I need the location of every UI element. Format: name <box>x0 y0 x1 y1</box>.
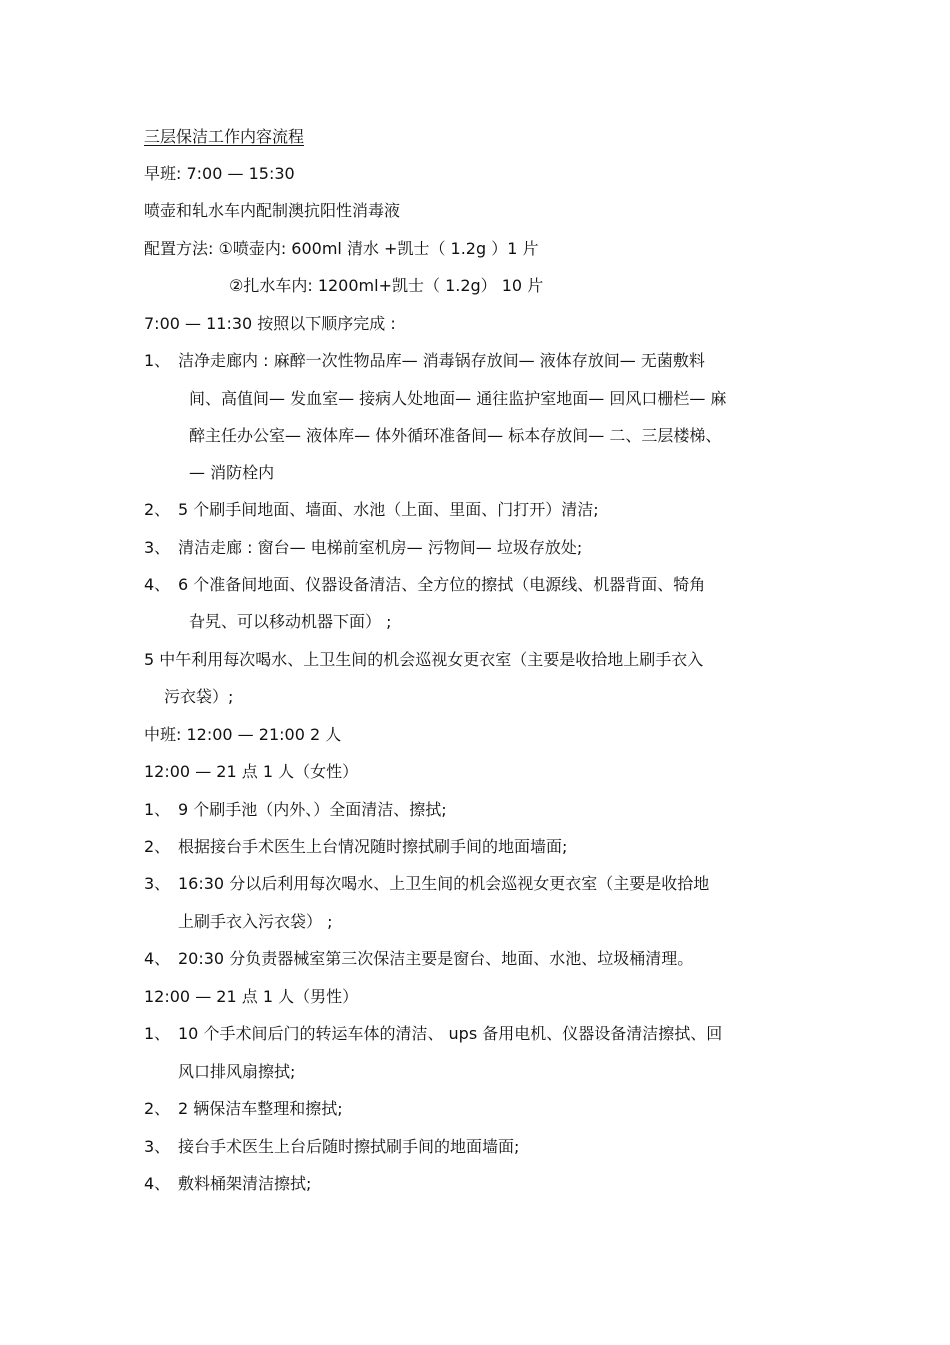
item-text: 洁净走廊内 : 麻醉一次性物品库— 消毒锅存放间— 液体存放间— 无菌敷料 <box>178 351 705 370</box>
item-number: 4、 <box>144 949 171 968</box>
list-item <box>144 1174 311 1194</box>
method-1: 配置方法: ①喷壶内: 600ml 清水 +凯士（ 1.2g ）1 片 <box>144 239 539 258</box>
female-header: 12:00 — 21 点 1 人（女性） <box>144 762 359 781</box>
item-number: 4、 <box>144 575 171 594</box>
item-number: 3、 <box>144 874 171 893</box>
mix-line: 喷壶和轧水车内配制澳抗阳性消毒液 <box>144 201 401 220</box>
item-continuation: 旮旯、可以移动机器下面） ; <box>189 612 392 631</box>
item-number: 2、 <box>144 500 171 519</box>
item-continuation: 风口排风扇擦拭; <box>178 1062 296 1081</box>
mid-shift: 中班: 12:00 — 21:00 2 人 <box>144 725 342 744</box>
list-item <box>144 538 582 558</box>
item-text: 20:30 分负责器械室第三次保洁主要是窗台、地面、水池、垃圾桶清理。 <box>178 949 694 968</box>
list-item <box>144 800 447 820</box>
item-continuation: 上刷手衣入污衣袋） ; <box>178 912 333 931</box>
item-text: 根据接台手术医生上台情况随时擦拭刷手间的地面墙面; <box>178 837 568 856</box>
item-number: 2、 <box>144 837 171 856</box>
item-number: 1、 <box>144 1024 171 1043</box>
item-text: 9 个刷手池（内外、）全面清洁、擦拭; <box>178 800 447 819</box>
list-item <box>144 1137 519 1157</box>
list-item <box>144 500 599 520</box>
item-text: 5 个刷手间地面、墙面、水池（上面、里面、门打开）清洁; <box>178 500 599 519</box>
list-item <box>144 351 705 371</box>
list-item <box>144 837 567 857</box>
item-continuation: 醉主任办公室— 液体库— 体外循环准备间— 标本存放间— 二、三层楼梯、 <box>189 426 722 445</box>
item-text: 2 辆保洁车整理和擦拭; <box>178 1099 343 1118</box>
list-item <box>144 874 709 894</box>
item-text: 6 个准备间地面、仪器设备清洁、全方位的擦拭（电源线、机器背面、犄角 <box>178 575 706 594</box>
male-header: 12:00 — 21 点 1 人（男性） <box>144 987 359 1006</box>
item-text: 接台手术医生上台后随时擦拭刷手间的地面墙面; <box>178 1137 520 1156</box>
item-number: 1、 <box>144 351 171 370</box>
list-item <box>144 1024 722 1044</box>
item-5: 5 中午利用每次喝水、上卫生间的机会巡视女更衣室（主要是收拾地上刷手衣入 <box>144 650 704 669</box>
list-item <box>144 949 693 969</box>
list-item <box>144 575 705 595</box>
doc-title: 三层保洁工作内容流程 <box>144 127 305 146</box>
item-number: 2、 <box>144 1099 171 1118</box>
item-5-continuation: 污衣袋）; <box>164 687 234 706</box>
item-continuation: — 消防栓内 <box>189 463 275 482</box>
item-text: 16:30 分以后利用每次喝水、上卫生间的机会巡视女更衣室（主要是收拾地 <box>178 874 710 893</box>
item-continuation: 间、高值间— 发血室— 接病人处地面— 通往监护室地面— 回风口栅栏— 麻 <box>189 389 727 408</box>
morning-range: 7:00 — 11:30 按照以下顺序完成 : <box>144 314 396 333</box>
early-shift: 早班: 7:00 — 15:30 <box>144 164 295 183</box>
list-item <box>144 1099 343 1119</box>
item-text: 敷料桶架清洁擦拭; <box>178 1174 312 1193</box>
item-text: 10 个手术间后门的转运车体的清洁、 ups 备用电机、仪器设备清洁擦拭、回 <box>178 1024 723 1043</box>
item-number: 1、 <box>144 800 171 819</box>
item-number: 4、 <box>144 1174 171 1193</box>
item-text: 清洁走廊 : 窗台— 电梯前室机房— 污物间— 垃圾存放处; <box>178 538 583 557</box>
item-number: 3、 <box>144 538 171 557</box>
method-2: ②扎水车内: 1200ml+凯士（ 1.2g） 10 片 <box>229 276 544 295</box>
item-number: 3、 <box>144 1137 171 1156</box>
